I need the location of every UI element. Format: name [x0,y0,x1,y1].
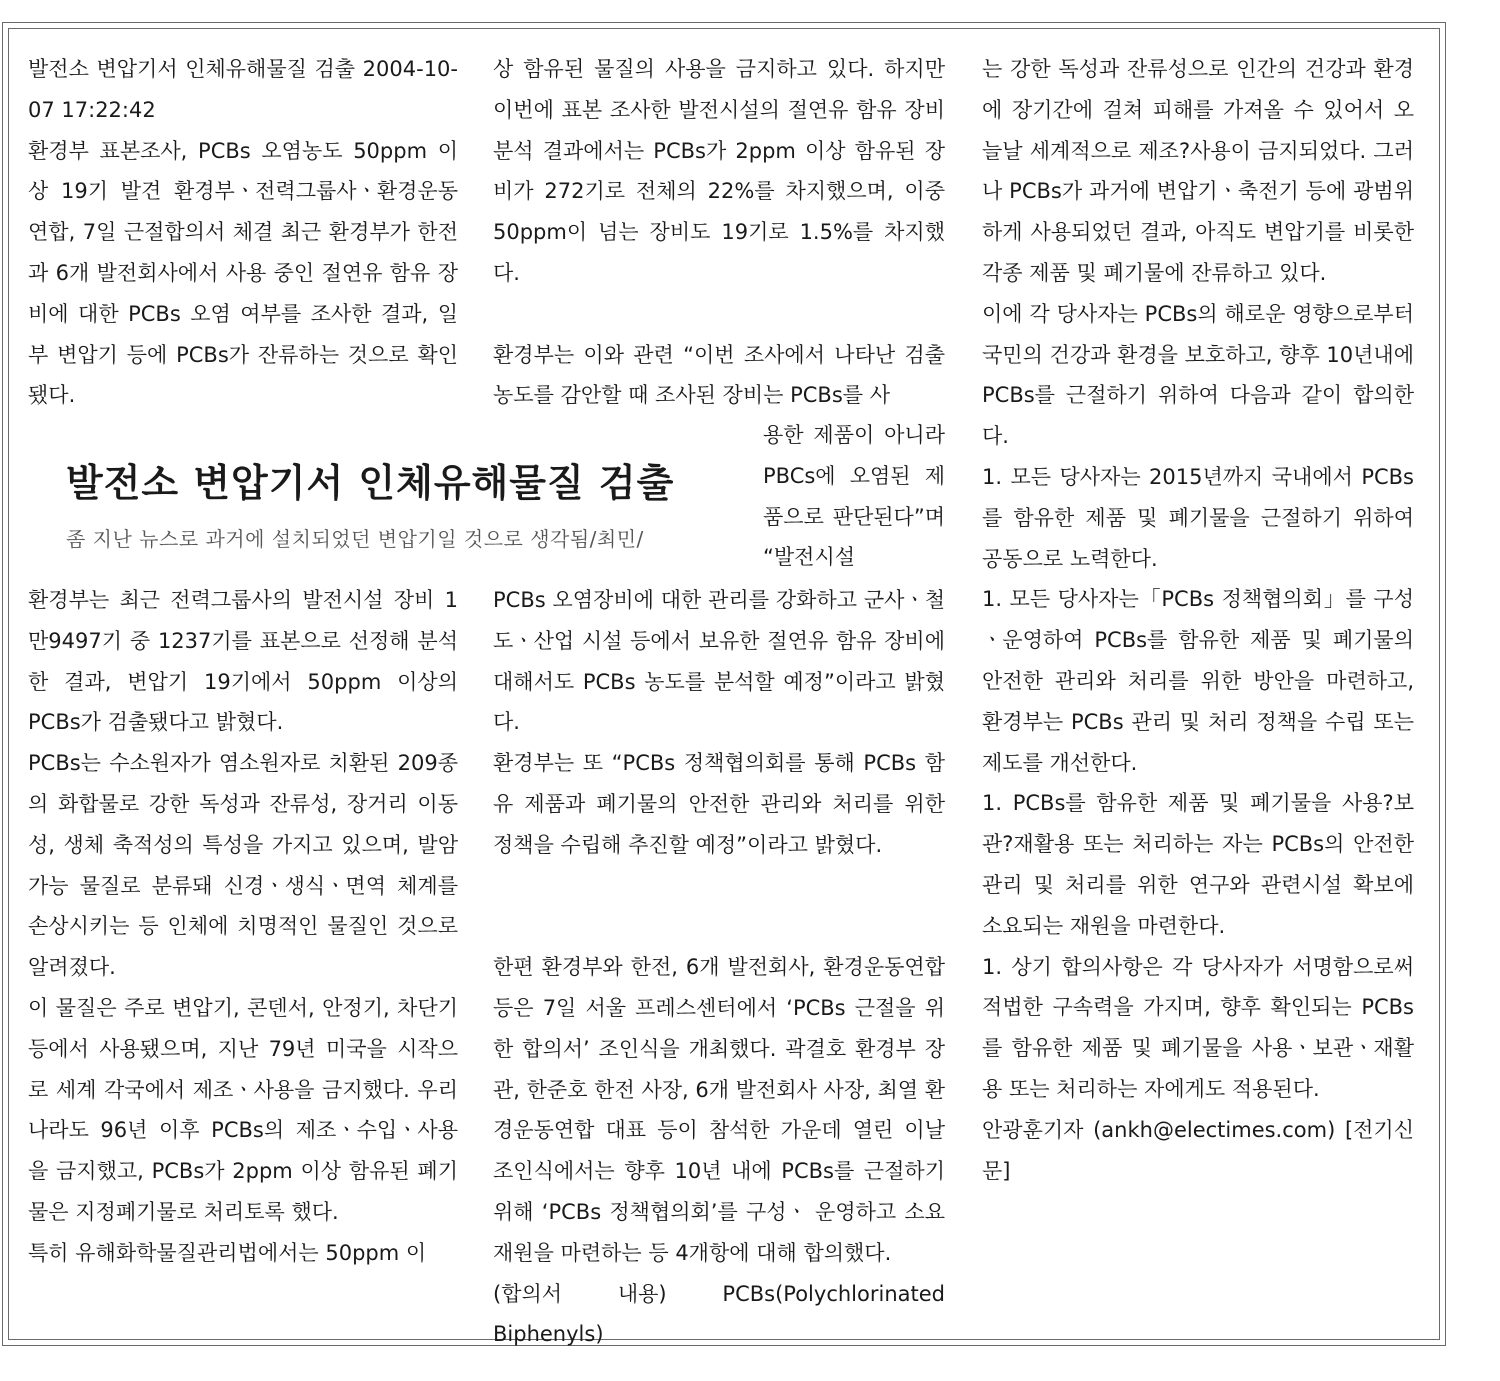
subheadline: 좀 지난 뉴스로 과거에 설치되었던 변압기일 것으로 생각됨/최민/ [66,527,644,551]
byline: 안광훈기자 (ankh@electimes.com) [전기신문] [982,1117,1414,1183]
column-2-wrap [763,415,945,578]
column-1-top [28,49,458,416]
column-2-top [493,49,945,416]
agreement-item: 1. 모든 당사자는「PCBs 정책협의회」를 구성ㆍ운영하여 PCBs를 함유한 제품 및 폐기물의 안전한 관리와 처리를 위한 방안을 마련하고, 환경부는 PCBs 관리 및 처리 정책을 수립 또는 제도를 개선한다. [982,587,1414,775]
paragraph: 한편 환경부와 한전, 6개 발전회사, 환경운동연합 등은 7일 서울 프레스센터에서 ‘PCBs 근절을 위한 합의서’ 조인식을 개최했다. 곽결호 환경부 장관, 한준호 한전 사장, 6개 발전회사 사장, 최열 환경운동연합 대표 등이 참석한 가운데 열린 이날 조인식에서는 향후 10년 내에 PCBs를 근절하기 위해 ‘PCBs 정책협의회’를 구성ㆍ 운영하고 소요 재원을 마련하는 등 4개항에 대해 합의했다. [493,955,945,1265]
agreement-item: 1. PCBs를 함유한 제품 및 폐기물을 사용?보관?재활용 또는 처리하는 자는 PCBs의 안전한 관리 및 처리를 위한 연구와 관련시설 확보에 소요되는 재원을 마련한다. [982,791,1414,938]
paragraph: 환경부는 이와 관련 “이번 조사에서 나타난 검출농도를 감안할 때 조사된 장비는 PCBs를 사 [493,342,945,408]
paragraph: 용한 제품이 아니라 PBCs에 오염된 제품으로 판단된다”며 “발전시설 [763,423,945,570]
paragraph: 는 강한 독성과 잔류성으로 인간의 건강과 환경에 장기간에 걸쳐 피해를 가져올 수 있어서 오늘날 세계적으로 제조?사용이 금지되었다. 그러나 PCBs가 과거에 변압기ㆍ축전기 등에 광범위하게 사용되었던 결과, 아직도 변압기를 비롯한 각종 제품 및 폐기물에 잔류하고 있다. [982,57,1414,285]
article-lead: 환경부 표본조사, PCBs 오염농도 50ppm 이상 19기 발견 환경부ㆍ전력그룹사ㆍ환경운동연합, 7일 근절합의서 체결 최근 환경부가 한전과 6개 발전회사에서 사용 중인 절연유 함유 장비에 대한 PCBs 오염 여부를 조사한 결과, 일부 변압기 등에 PCBs가 잔류하는 것으로 확인됐다. [28,138,458,408]
column-2-bottom [493,580,945,1355]
paragraph: 상 함유된 물질의 사용을 금지하고 있다. 하지만 이번에 표본 조사한 발전시설의 절연유 함유 장비 분석 결과에서는 PCBs가 2ppm 이상 함유된 장비가 272기로 전체의 22%를 차지했으며, 이중 50ppm이 넘는 장비도 19기로 1.5%를 차지했다. [493,57,945,285]
paragraph: 환경부는 또 “PCBs 정책협의회를 통해 PCBs 함유 제품과 폐기물의 안전한 관리와 처리를 위한 정책을 수립해 추진할 예정”이라고 밝혔다. [493,751,945,857]
agreement-item: 1. 상기 합의사항은 각 당사자가 서명함으로써 적법한 구속력을 가지며, 향후 확인되는 PCBs를 함유한 제품 및 폐기물을 사용ㆍ보관ㆍ재활용 또는 처리하는 자에게도 적용된다. [982,954,1414,1101]
column-1-bottom [28,580,458,1274]
paragraph: 이에 각 당사자는 PCBs의 해로운 영향으로부터 국민의 건강과 환경을 보호하고, 향후 10년내에 PCBs를 근절하기 위하여 다음과 같이 합의한다. [982,301,1414,449]
paragraph: (합의서 내용) PCBs(Polychlorinated Biphenyls) [493,1281,945,1347]
agreement-item: 1. 모든 당사자는 2015년까지 국내에서 PCBs를 함유한 제품 및 폐기물을 근절하기 위하여 공동으로 노력한다. [982,464,1414,571]
article-dateline: 발전소 변압기서 인체유해물질 검출 2004-10-07 17:22:42 [28,57,458,122]
paragraph: 환경부는 최근 전력그룹사의 발전시설 장비 1만9497기 중 1237기를 표본으로 선정해 분석한 결과, 변압기 19기에서 50ppm 이상의 PCBs가 검출됐다고 밝혔다. [28,588,458,735]
paragraph: PCBs는 수소원자가 염소원자로 치환된 209종의 화합물로 강한 독성과 잔류성, 장거리 이동성, 생체 축적성의 특성을 가지고 있으며, 발암가능 물질로 분류돼 신경ㆍ생식ㆍ면역 체계를 손상시키는 등 인체에 치명적인 물질인 것으로 알려졌다. [28,751,458,980]
paragraph: 특히 유해화학물질관리법에서는 50ppm 이 [28,1240,427,1265]
headline: 발전소 변압기서 인체유해물질 검출 [66,461,675,505]
paragraph: PCBs 오염장비에 대한 관리를 강화하고 군사ㆍ철도ㆍ산업 시설 등에서 보유한 절연유 함유 장비에 대해서도 PCBs 농도를 분석할 예정”이라고 밝혔다. [493,588,945,735]
column-3 [982,49,1414,1191]
paragraph: 이 물질은 주로 변압기, 콘덴서, 안정기, 차단기 등에서 사용됐으며, 지난 79년 미국을 시작으로 세계 각국에서 제조ㆍ사용을 금지했다. 우리나라도 96년 이후 PCBs의 제조ㆍ수입ㆍ사용을 금지했고, PCBs가 2ppm 이상 함유된 폐기물은 지정폐기물로 처리토록 했다. [28,995,458,1224]
